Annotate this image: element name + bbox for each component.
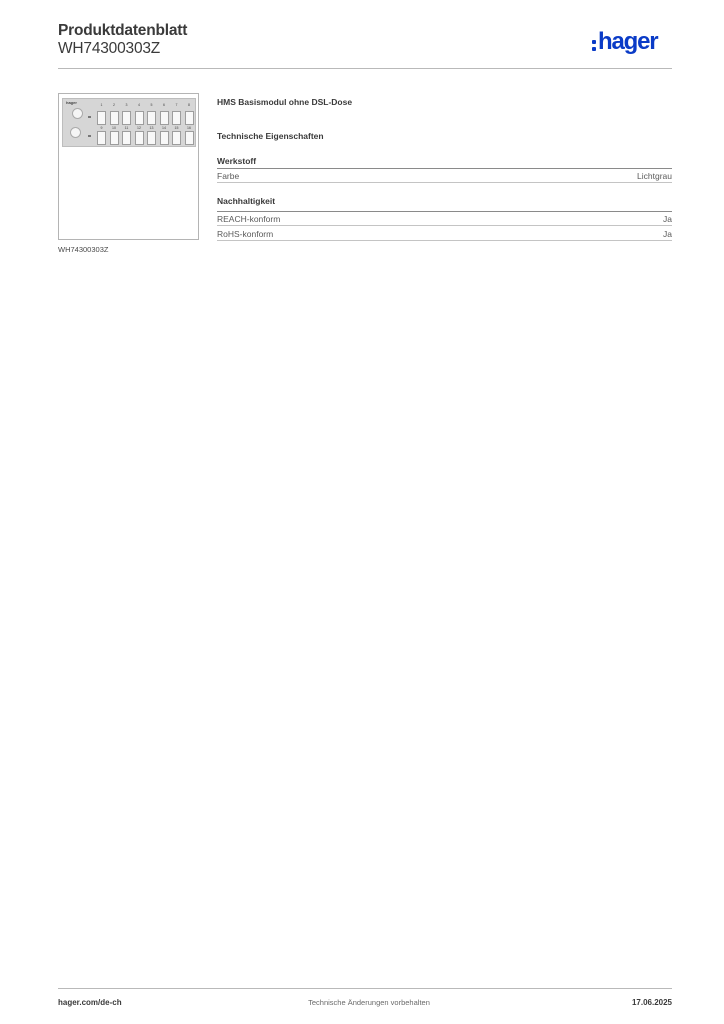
- group-title-werkstoff: Werkstoff: [217, 156, 257, 166]
- module-slot-number: 12: [137, 126, 141, 130]
- module-tick-icon: [88, 135, 91, 137]
- header-divider: [58, 68, 672, 69]
- product-image: [62, 98, 196, 147]
- spec-label: Farbe: [217, 170, 240, 181]
- footer-note: Technische Änderungen vorbehalten: [308, 998, 430, 1007]
- group-title-nachhaltigkeit: Nachhaltigkeit: [217, 196, 276, 206]
- image-caption: WH74300303Z: [58, 245, 109, 254]
- module-slot: [110, 111, 119, 125]
- article-number: WH74300303Z: [58, 40, 161, 57]
- module-slot-number: 10: [112, 126, 116, 130]
- footer-divider: [58, 988, 672, 989]
- product-name: HMS Basismodul ohne DSL-Dose: [217, 97, 353, 107]
- logo-colon-icon: [592, 40, 596, 51]
- spec-row-reach: [217, 212, 672, 226]
- module-slot: [122, 111, 131, 125]
- spec-label: REACH-konform: [217, 213, 281, 224]
- module-slot: [110, 131, 119, 145]
- module-slot-number: 1: [100, 103, 103, 107]
- module-slot-number: 7: [175, 103, 178, 107]
- module-slot-number: 16: [187, 126, 191, 130]
- module-hole-icon: [72, 108, 83, 119]
- module-slot: [97, 111, 106, 125]
- module-slot: [185, 111, 194, 125]
- page-title: Produktdatenblatt: [58, 22, 188, 39]
- spec-value: Ja: [663, 213, 672, 224]
- module-slot-number: 4: [138, 103, 140, 107]
- logo-text: hager: [598, 28, 658, 55]
- footer-website-link[interactable]: hager.com/de-ch: [58, 998, 122, 1007]
- module-slot: [97, 131, 106, 145]
- spec-value: Lichtgrau: [637, 170, 672, 181]
- module-brand-label: hager: [66, 100, 77, 105]
- module-slot-number: 2: [113, 103, 115, 107]
- module-slot: [172, 131, 181, 145]
- footer-date: 17.06.2025: [631, 998, 672, 1007]
- module-slot-number: 3: [125, 103, 128, 107]
- module-slot-number: 6: [163, 103, 165, 107]
- module-slot: [135, 131, 144, 145]
- module-slot-number: 9: [100, 126, 103, 130]
- module-slot-number: 14: [162, 126, 166, 130]
- module-slot: [147, 131, 156, 145]
- module-slot-number: 11: [124, 126, 129, 130]
- module-slot-number: 5: [150, 103, 153, 107]
- module-slot: [160, 111, 169, 125]
- spec-value: Ja: [663, 228, 672, 239]
- hager-logo: [592, 27, 657, 57]
- spec-row-farbe: [217, 169, 672, 183]
- module-slot: [122, 131, 131, 145]
- section-title: Technische Eigenschaften: [217, 131, 324, 141]
- module-slot: [147, 111, 156, 125]
- spec-row-rohs: [217, 227, 672, 241]
- module-hole-icon: [70, 127, 81, 138]
- module-slot: [160, 131, 169, 145]
- module-slot-number: 8: [188, 103, 190, 107]
- module-slot: [185, 131, 194, 145]
- module-slot: [172, 111, 181, 125]
- module-slot-number: 13: [149, 126, 154, 130]
- module-tick-icon: [88, 116, 91, 118]
- module-slot: [135, 111, 144, 125]
- product-image-frame: [58, 93, 199, 240]
- spec-label: RoHS-konform: [217, 228, 274, 239]
- module-slot-number: 15: [174, 126, 179, 130]
